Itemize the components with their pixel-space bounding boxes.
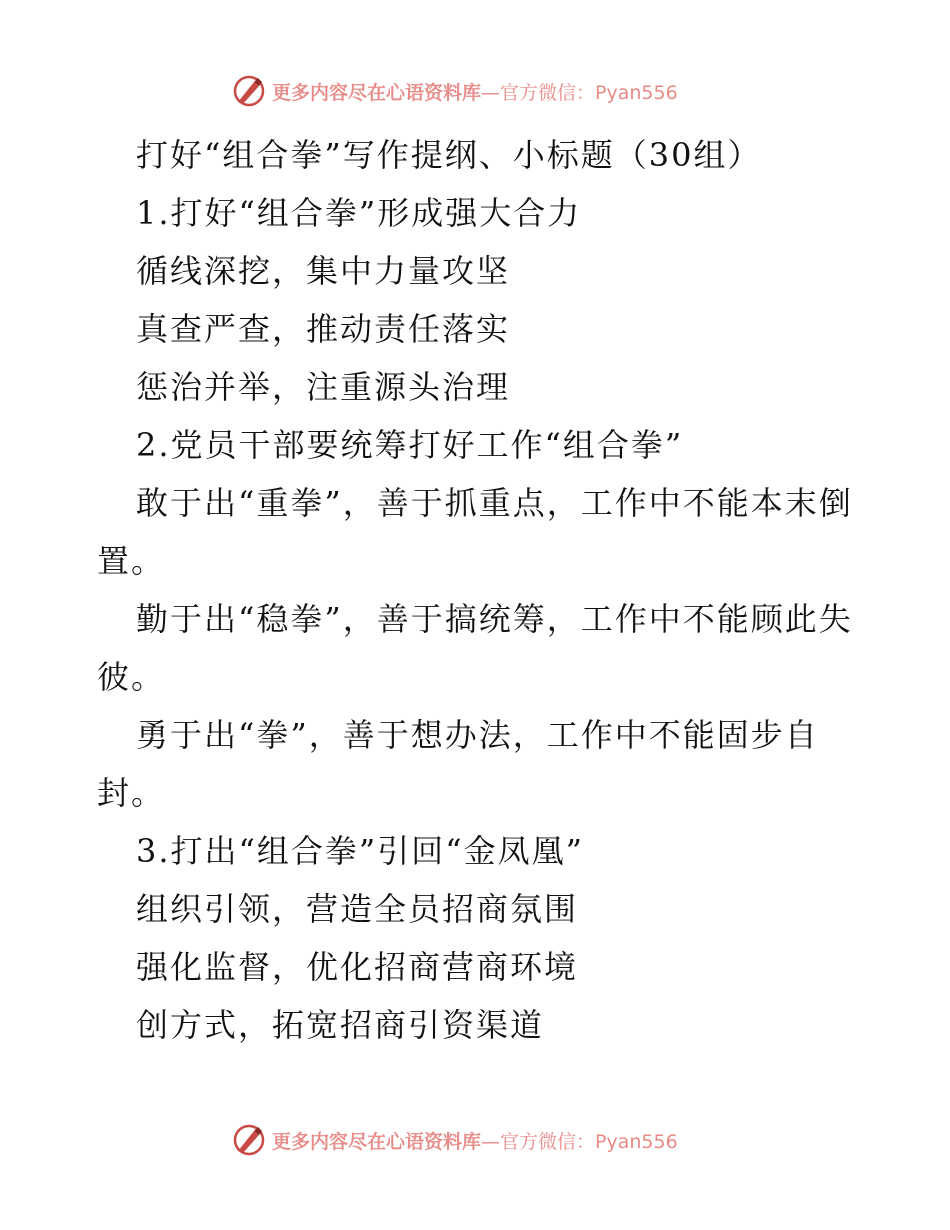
section-heading-3: 3.打出“组合拳”引回“金凤凰” [136, 832, 584, 870]
paragraph: 组织引领，营造全员招商氛围 [136, 890, 579, 928]
section-heading-1: 1.打好“组合拳”形成强大合力 [136, 194, 582, 232]
footer-banner [232, 1122, 678, 1158]
paragraph: 创方式，拓宽招商引资渠道 [136, 1006, 545, 1044]
paragraph: 勤于出“稳拳”，善于搞统筹，工作中不能顾此失彼。 [97, 600, 853, 696]
pen-logo-icon [232, 1123, 266, 1157]
banner-wechat: —官方微信：Pyan556 [481, 81, 678, 104]
paragraph: 惩治并举，注重源头治理 [136, 368, 511, 406]
paragraph: 强化监督，优化招商营商环境 [136, 948, 579, 986]
banner-wechat: —官方微信：Pyan556 [481, 1130, 678, 1153]
banner-text: 更多内容尽在心语资料库 [272, 81, 482, 104]
pen-logo-icon [232, 74, 266, 108]
paragraph: 敢于出“重拳”，善于抓重点，工作中不能本末倒置。 [97, 484, 853, 580]
paragraph: 循线深挖，集中力量攻坚 [136, 252, 511, 290]
banner-text: 更多内容尽在心语资料库 [272, 1130, 482, 1153]
paragraph: 勇于出“拳”，善于想办法，工作中不能固步自封。 [97, 716, 819, 812]
document-body [97, 126, 857, 1054]
paragraph: 真查严查，推动责任落实 [136, 310, 511, 348]
document-title: 打好“组合拳”写作提纲、小标题（30组） [136, 136, 762, 174]
section-heading-2: 2.党员干部要统筹打好工作“组合拳” [136, 426, 684, 464]
header-banner [232, 73, 678, 109]
